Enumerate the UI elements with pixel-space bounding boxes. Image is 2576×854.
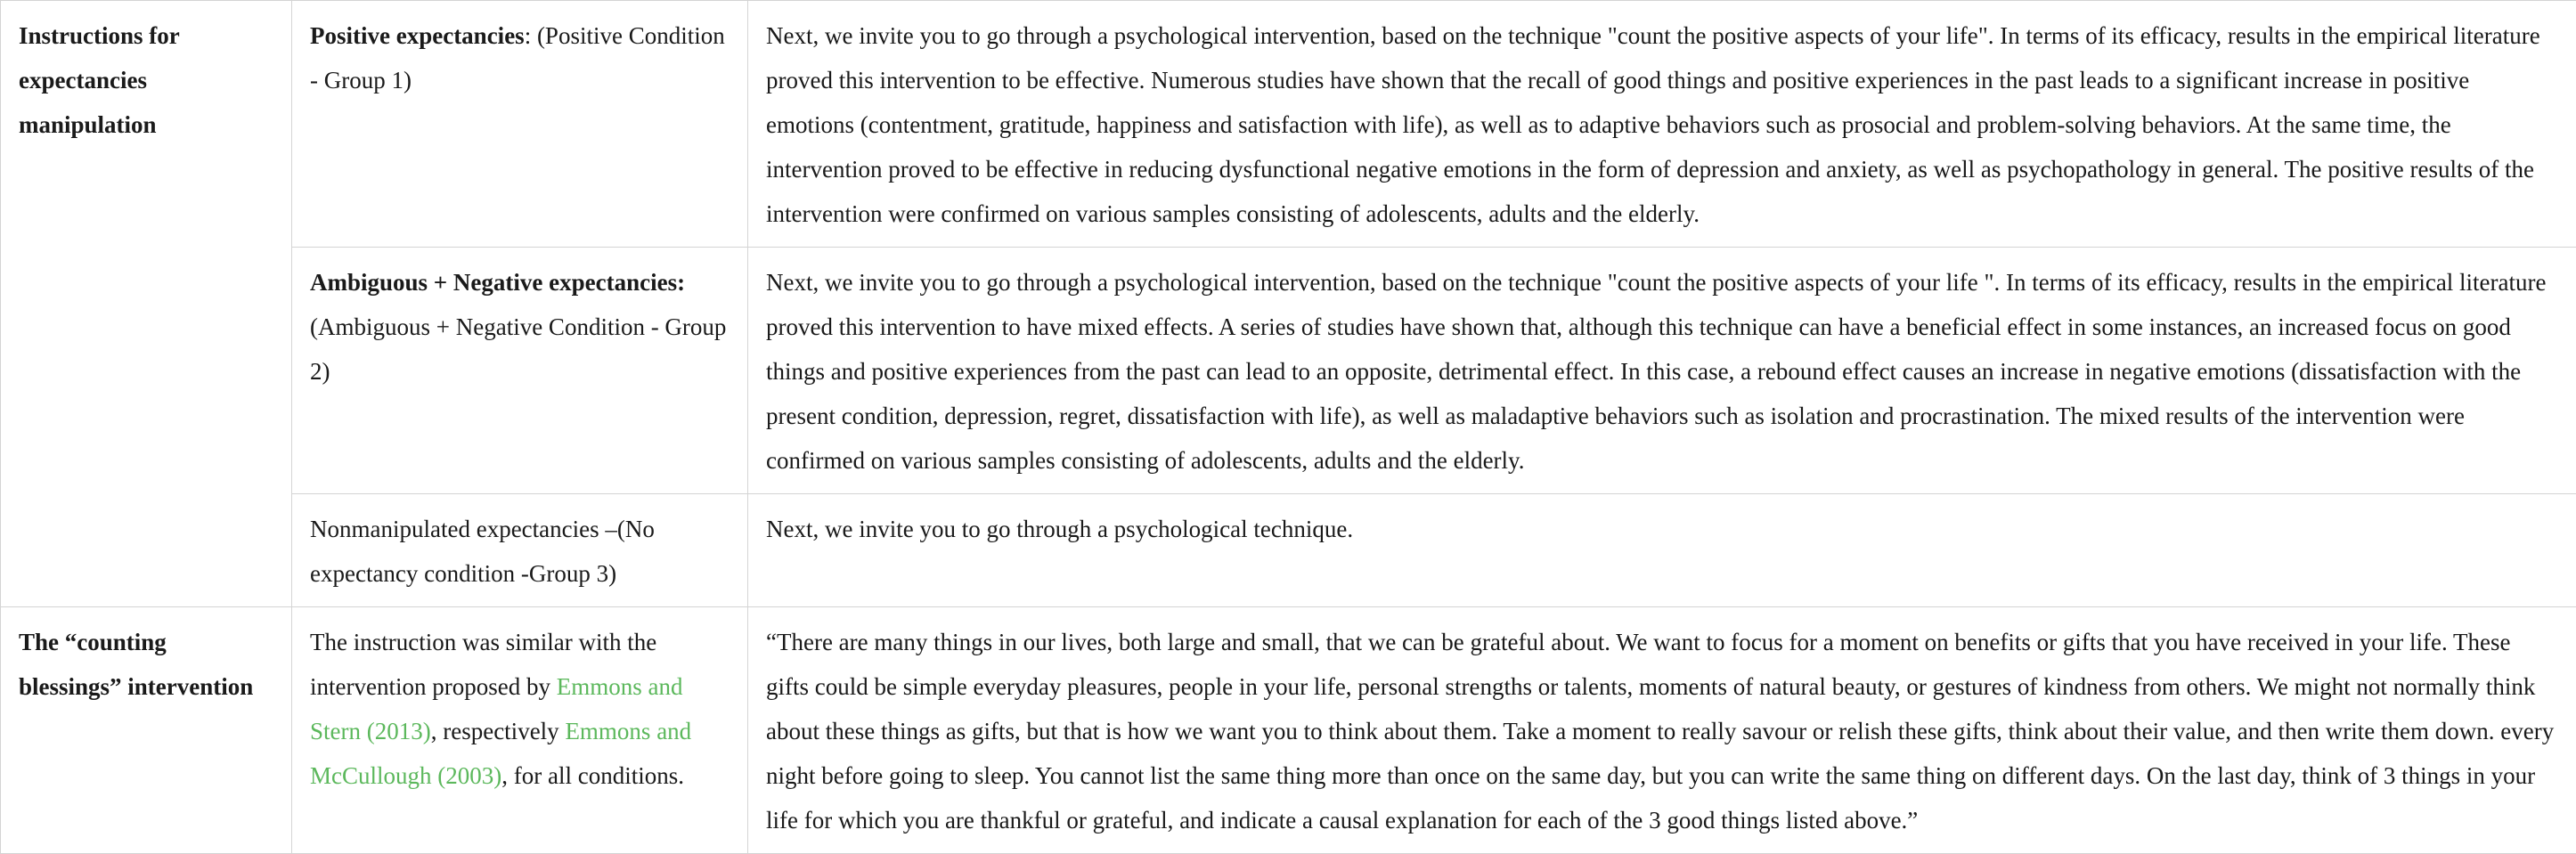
description-text: The instruction was similar with the intervention proposed by <box>310 629 656 700</box>
condition-cell <box>292 1 748 248</box>
table-row <box>1 248 2576 494</box>
table-row <box>1 1 2576 248</box>
description-text: , respectively <box>431 718 566 744</box>
section-heading-counting-blessings: The “counting blessings” intervention <box>1 607 292 854</box>
condition-label-bold: Positive expectancies <box>310 22 525 49</box>
condition-cell: Nonmanipulated expectancies –(No expectancy condition -Group 3) <box>292 494 748 607</box>
condition-label-rest: : (Positive Condition - Group 1) <box>310 22 725 94</box>
condition-label-bold: Ambiguous + Negative expectancies: <box>310 269 685 296</box>
instruction-cell: “There are many things in our lives, both large and small, that we can be grateful about. We want to focus for a moment on benefits or gifts that you have received in your life. These gifts could be simple everyday pleasures, people in your life, personal strengths or talents, moments of natural beauty, or gestures of kindness from others. We might not normally think about these things as gifts, but that is how we want you to think about them. Take a moment to really savour or relish these gifts, think about their value, and then write them down. every night before going to sleep. You cannot list the same thing more than once on the same day, but you can write the same thing on different days. On the last day, think of 3 things in your life for which you are thankful or grateful, and indicate a causal explanation for each of the 3 good things listed above.” <box>748 607 2576 854</box>
reference-link-emmons-stern[interactable]: Emmons and Stern (2013) <box>310 673 682 744</box>
condition-label-rest: (Ambiguous + Negative Condition - Group 2) <box>310 313 726 385</box>
table-row <box>1 494 2576 607</box>
description-text: , for all conditions. <box>501 762 684 789</box>
reference-link-emmons-mccullough[interactable]: Emmons and McCullough (2003) <box>310 718 691 789</box>
instruction-cell: Next, we invite you to go through a psychological intervention, based on the technique "count the positive aspects of your life ". In terms of its efficacy, results in the empirical literature proved this intervention to have mixed effects. A series of studies have shown that, although this technique can have a beneficial effect in some instances, an increased focus on good things and positive experiences from the past can lead to an opposite, detrimental effect. In this case, a rebound effect causes an increase in negative emotions (dissatisfaction with the present condition, depression, regret, dissatisfaction with life), as well as maladaptive behaviors such as isolation and procrastination. The mixed results of the intervention were confirmed on various samples consisting of adolescents, adults and the elderly. <box>748 248 2576 494</box>
condition-cell <box>292 248 748 494</box>
instruction-cell: Next, we invite you to go through a psychological technique. <box>748 494 2576 607</box>
section-heading-expectancies: Instructions for expectancies manipulation <box>1 1 292 607</box>
instruction-cell: Next, we invite you to go through a psychological intervention, based on the technique "count the positive aspects of your life". In terms of its efficacy, results in the empirical literature proved this intervention to be effective. Numerous studies have shown that the recall of good things and positive experiences in the past leads to a significant increase in positive emotions (contentment, gratitude, happiness and satisfaction with life), as well as to adaptive behaviors such as prosocial and problem-solving behaviors. At the same time, the intervention proved to be effective in reducing dysfunctional negative emotions in the form of depression and anxiety, as well as psychopathology in general. The positive results of the intervention were confirmed on various samples consisting of adolescents, adults and the elderly. <box>748 1 2576 248</box>
table-row <box>1 607 2576 854</box>
description-cell <box>292 607 748 854</box>
